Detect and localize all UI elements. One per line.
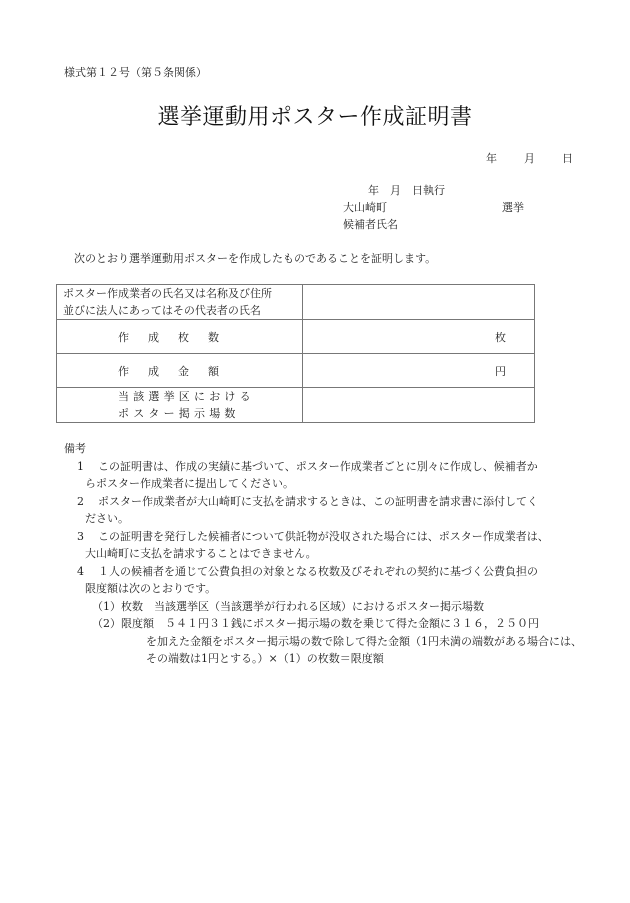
remarks-heading: 備考 xyxy=(64,442,86,455)
sub-item-limit: （2）限度額 ５４１円３１銭にポスター掲示場の数を乗じて得た金額に３１６，２５０円 xyxy=(92,617,539,630)
remark-item xyxy=(64,458,582,476)
exec-day-field[interactable]: 日執行 xyxy=(412,184,445,197)
remark-item xyxy=(64,563,582,581)
amount-unit: 円 xyxy=(495,364,506,378)
election-label: 選挙 xyxy=(502,201,524,214)
producer-label-line-2: 並びに法人にあってはその代表者の氏名 xyxy=(63,304,261,317)
quantity-label-char: 作 xyxy=(118,330,129,344)
remark-number: 2 xyxy=(77,494,84,508)
table-row-producer xyxy=(57,285,535,320)
remarks-section xyxy=(64,440,582,668)
table-row-quantity xyxy=(57,320,535,354)
execution-date xyxy=(368,182,445,198)
remark-number: 3 xyxy=(77,529,84,543)
remark-number: 1 xyxy=(77,459,84,473)
table-row-amount xyxy=(57,354,535,388)
boards-label-line-2: ポスター掲示場数 xyxy=(118,407,240,420)
producer-label-line-1: ポスター作成業者の氏名又は名称及び住所 xyxy=(63,287,272,300)
date-month-field[interactable]: 月 xyxy=(524,152,535,165)
amount-value-field[interactable] xyxy=(303,354,535,388)
exec-month-field[interactable]: 月 xyxy=(390,184,401,197)
producer-label xyxy=(57,285,303,320)
quantity-label-char: 枚 xyxy=(178,330,189,344)
boards-value-field[interactable] xyxy=(303,388,535,423)
remark-text: ポスター作成業者が大山崎町に支払を請求するときは、この証明書を請求書に添付してく xyxy=(98,494,538,508)
date-day-field[interactable]: 日 xyxy=(562,152,573,165)
form-number: 様式第１２号（第５条関係） xyxy=(64,66,207,79)
quantity-label-char: 数 xyxy=(208,330,219,344)
amount-label-char: 金 xyxy=(178,364,189,378)
remark-text-continued: らポスター作成業者に提出してください。 xyxy=(85,477,294,490)
amount-label-char: 作 xyxy=(118,364,129,378)
amount-label-char: 額 xyxy=(208,364,219,378)
quantity-value-field[interactable] xyxy=(303,320,535,354)
quantity-label xyxy=(57,320,303,354)
table-row-boards xyxy=(57,388,535,423)
exec-year-field[interactable]: 年 xyxy=(368,184,379,197)
certificate-table xyxy=(56,284,535,423)
remark-text: この証明書を発行した候補者について供託物が没収された場合には、ポスター作成業者は、 xyxy=(98,529,549,543)
sub-item-quantity: （1）枚数 当該選挙区（当該選挙が行われる区域）におけるポスター掲示場数 xyxy=(92,599,484,613)
sub-item-limit-continued: を加えた金額をポスター掲示場の数で除して得た金額（1円未満の端数がある場合には、 xyxy=(146,634,582,648)
issue-date xyxy=(486,150,573,166)
remark-number: 4 xyxy=(77,564,84,578)
amount-label-char: 成 xyxy=(148,364,159,378)
remark-text: １人の候補者を通じて公費負担の対象となる枚数及びそれぞれの契約に基づく公費負担の xyxy=(98,564,538,578)
candidate-label: 候補者氏名 xyxy=(343,218,398,231)
document-title: 選挙運動用ポスター作成証明書 xyxy=(157,105,473,130)
quantity-unit: 枚 xyxy=(495,330,506,344)
town-label: 大山崎町 xyxy=(343,201,387,214)
boards-label-line-1: 当該選挙区における xyxy=(118,390,255,403)
certification-statement: 次のとおり選挙運動用ポスターを作成したものであることを証明します。 xyxy=(74,252,437,265)
remark-text-continued: 大山崎町に支払を請求することはできません。 xyxy=(85,547,317,560)
quantity-label-char: 成 xyxy=(148,330,159,344)
date-year-field[interactable]: 年 xyxy=(486,152,497,165)
amount-label xyxy=(57,354,303,388)
boards-label xyxy=(57,388,303,423)
remark-text-continued: 限度額は次のとおりです。 xyxy=(85,582,217,595)
remark-item xyxy=(64,528,582,546)
remark-text: この証明書は、作成の実績に基づいて、ポスター作成業者ごとに別々に作成し、候補者か xyxy=(98,459,538,473)
sub-item-limit-continued: その端数は1円とする。）×（1）の枚数＝限度額 xyxy=(146,652,384,665)
remark-item xyxy=(64,493,582,511)
remark-text-continued: ださい。 xyxy=(85,512,129,525)
producer-value-field[interactable] xyxy=(303,285,535,320)
election-name xyxy=(343,199,524,215)
candidate-name xyxy=(343,216,398,232)
